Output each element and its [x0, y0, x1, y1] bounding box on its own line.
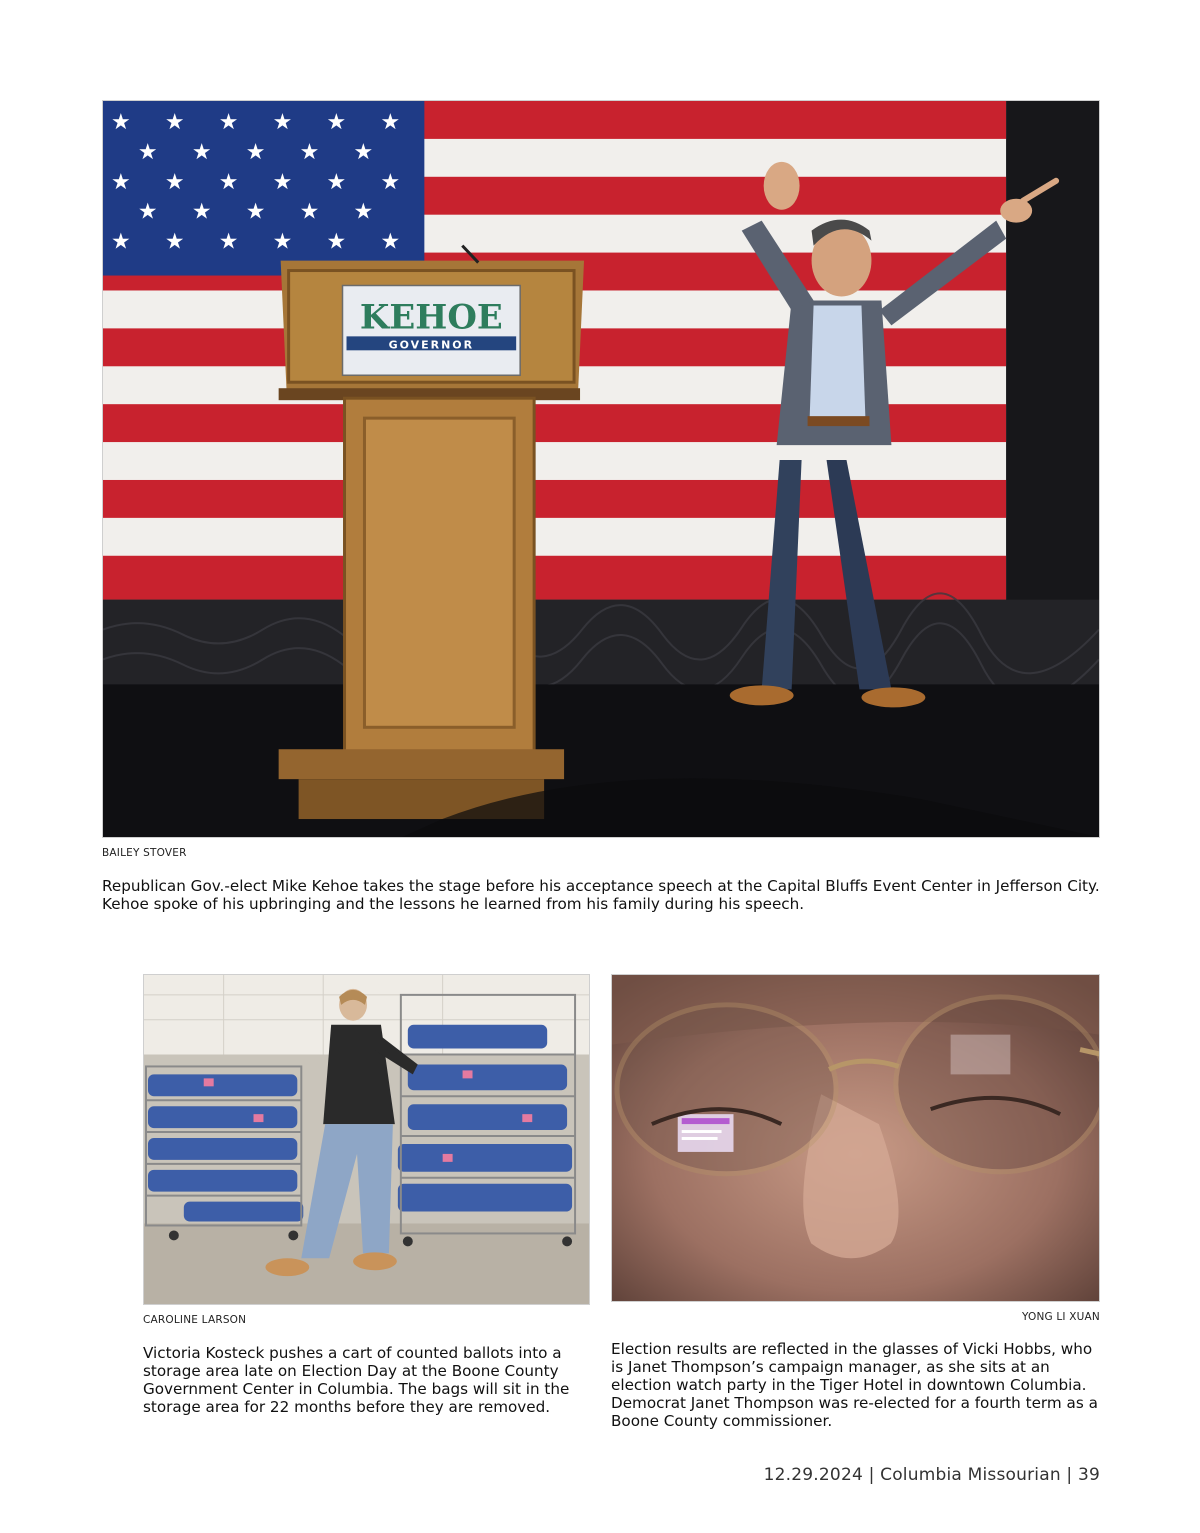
svg-text:★: ★ — [272, 109, 293, 135]
svg-text:★: ★ — [353, 199, 374, 225]
folio-page-number: 39 — [1077, 1465, 1100, 1485]
svg-text:★: ★ — [380, 229, 401, 255]
svg-text:★: ★ — [164, 229, 185, 255]
svg-text:★: ★ — [191, 199, 212, 225]
ballot-storage-photo — [143, 974, 590, 1305]
svg-text:★: ★ — [272, 229, 293, 255]
photo-caption-ballots: Victoria Kosteck pushes a cart of counted ballots into a storage area late on Election Day at the Boone County Government Center in Columbia. The bags will sit in the storage area for 22 months before they are removed. — [143, 1344, 570, 1416]
kehoe-sign-subtext: GOVERNOR — [388, 338, 475, 352]
svg-text:★: ★ — [110, 169, 131, 195]
ballot-storage-illustration — [144, 975, 589, 1304]
svg-text:★: ★ — [326, 109, 347, 135]
svg-text:★: ★ — [353, 139, 374, 165]
folio-separator: | — [868, 1465, 875, 1485]
photo-caption-main: Republican Gov.-elect Mike Kehoe takes the stage before his acceptance speech at the Capital Bluffs Event Center in Jefferson City. Kehoe spoke of his upbringing and the lessons he learned from his family during his speech. — [102, 877, 1100, 913]
svg-text:★: ★ — [272, 169, 293, 195]
folio-publication: Columbia Missourian — [880, 1465, 1061, 1485]
svg-text:★: ★ — [110, 229, 131, 255]
kehoe-stage-illustration — [103, 101, 1099, 837]
svg-text:★: ★ — [137, 199, 158, 225]
svg-text:★: ★ — [218, 169, 239, 195]
svg-text:★: ★ — [164, 169, 185, 195]
kehoe-stage-photo — [102, 100, 1100, 838]
svg-text:★: ★ — [245, 199, 266, 225]
svg-text:★: ★ — [299, 139, 320, 165]
glasses-reflection-illustration — [612, 975, 1099, 1301]
photo-credit-main: BAILEY STOVER — [102, 847, 187, 859]
svg-text:★: ★ — [218, 109, 239, 135]
kehoe-sign-text: KEHOE — [359, 296, 503, 337]
svg-text:★: ★ — [299, 199, 320, 225]
glasses-reflection-photo — [611, 974, 1100, 1302]
svg-text:★: ★ — [326, 229, 347, 255]
page-folio — [764, 1465, 1100, 1485]
photo-credit-glasses: YONG LI XUAN — [1021, 1311, 1100, 1323]
svg-text:★: ★ — [245, 139, 266, 165]
svg-text:★: ★ — [137, 139, 158, 165]
photo-credit-ballots: CAROLINE LARSON — [143, 1314, 247, 1326]
svg-text:★: ★ — [110, 109, 131, 135]
svg-text:★: ★ — [326, 169, 347, 195]
svg-text:★: ★ — [164, 109, 185, 135]
folio-separator: | — [1066, 1465, 1073, 1485]
svg-text:★: ★ — [218, 229, 239, 255]
folio-date: 12.29.2024 — [763, 1465, 863, 1485]
photo-caption-glasses: Election results are reflected in the glasses of Vicki Hobbs, who is Janet Thompson’s campaign manager, as she sits at an election watch party in the Tiger Hotel in downtown Columbia. Democrat Janet Thompson was re-elected for a fourth term as a Boone County commissioner. — [611, 1340, 1098, 1430]
svg-text:★: ★ — [380, 169, 401, 195]
svg-text:★: ★ — [191, 139, 212, 165]
svg-text:★: ★ — [380, 109, 401, 135]
